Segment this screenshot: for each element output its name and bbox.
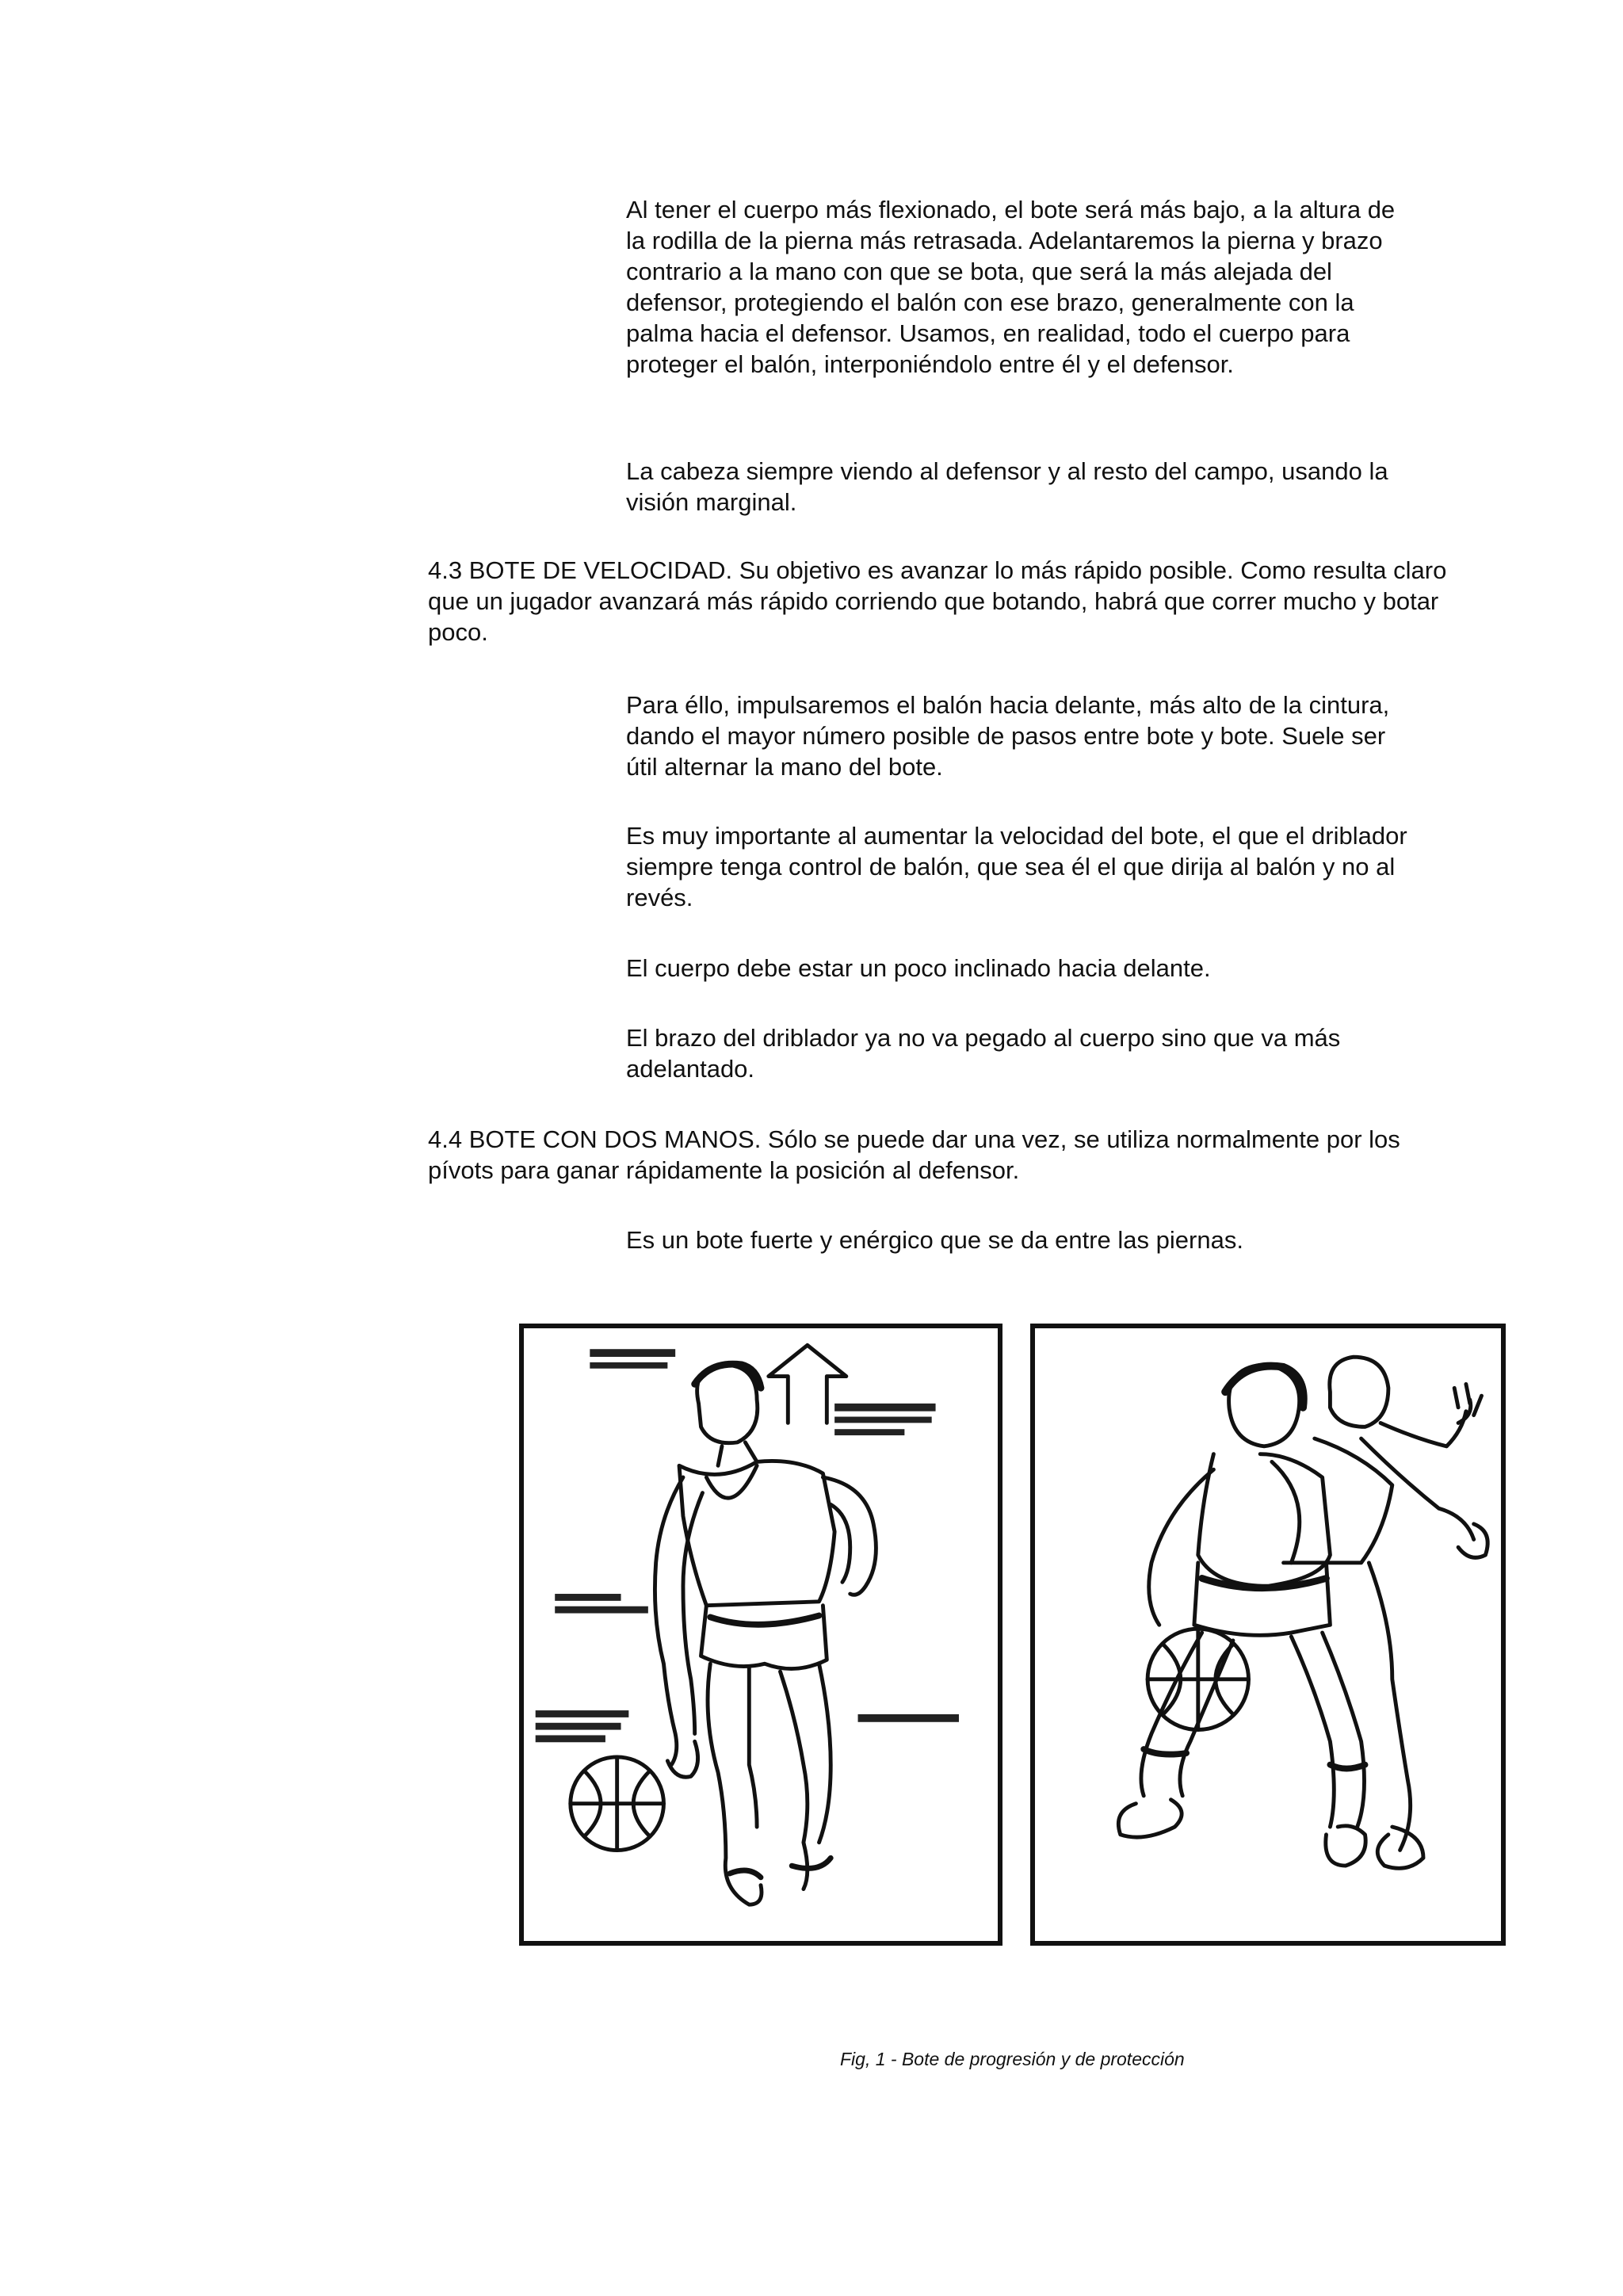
paragraph-body-lean: El cuerpo debe estar un poco inclinado hacia delante. [626,954,1211,982]
paragraph-arm-position: El brazo del driblador ya no va pegado al cuerpo sino que va más adelantado. [626,1024,1341,1083]
paragraph-ball-control: Es muy importante al aumentar la velocidad del bote, el que el driblador siempre tenga control de balón, que sea él el que dirija al balón y no al revés. [626,822,1407,911]
paragraph-push-ball: Para éllo, impulsaremos el balón hacia delante, más alto de la cintura, dando el mayor número posible de pasos entre bote y bote. Suele ser útil alternar la mano del bote. [626,691,1390,781]
paragraph-strong-bounce: Es un bote fuerte y enérgico que se da entre las piernas. [626,1226,1243,1254]
figure-progression-dribble [519,1324,1002,1946]
section-4-4-two-hand-dribble: 4.4 BOTE CON DOS MANOS. Sólo se puede dar una vez, se utiliza normalmente por los pívots para ganar rápidamente la posición al defensor. [428,1125,1400,1184]
figure-caption: Fig, 1 - Bote de progresión y de protección [840,2049,1185,2069]
players-protecting-ball-icon [1035,1328,1501,1941]
player-dribbling-icon [524,1328,998,1941]
paragraph-head-vision: La cabeza siempre viendo al defensor y al resto del campo, usando la visión marginal. [626,457,1388,516]
section-4-3-speed-dribble: 4.3 BOTE DE VELOCIDAD. Su objetivo es avanzar lo más rápido posible. Como resulta claro que un jugador avanzará más rápido corriendo que botando, habrá que correr mucho y botar poco. [428,556,1447,646]
paragraph-body-position: Al tener el cuerpo más flexionado, el bote será más bajo, a la altura de la rodilla de la pierna más retrasada. Adelantaremos la pierna y brazo contrario a la mano con que se bota, que será la más alejada del defensor, protegiendo el balón con ese brazo, generalmente con la palma hacia el defensor. Usamos, en realidad, todo el cuerpo para proteger el balón, interponiéndolo entre él y el defensor. [626,196,1396,378]
figure-protection-dribble [1030,1324,1506,1946]
